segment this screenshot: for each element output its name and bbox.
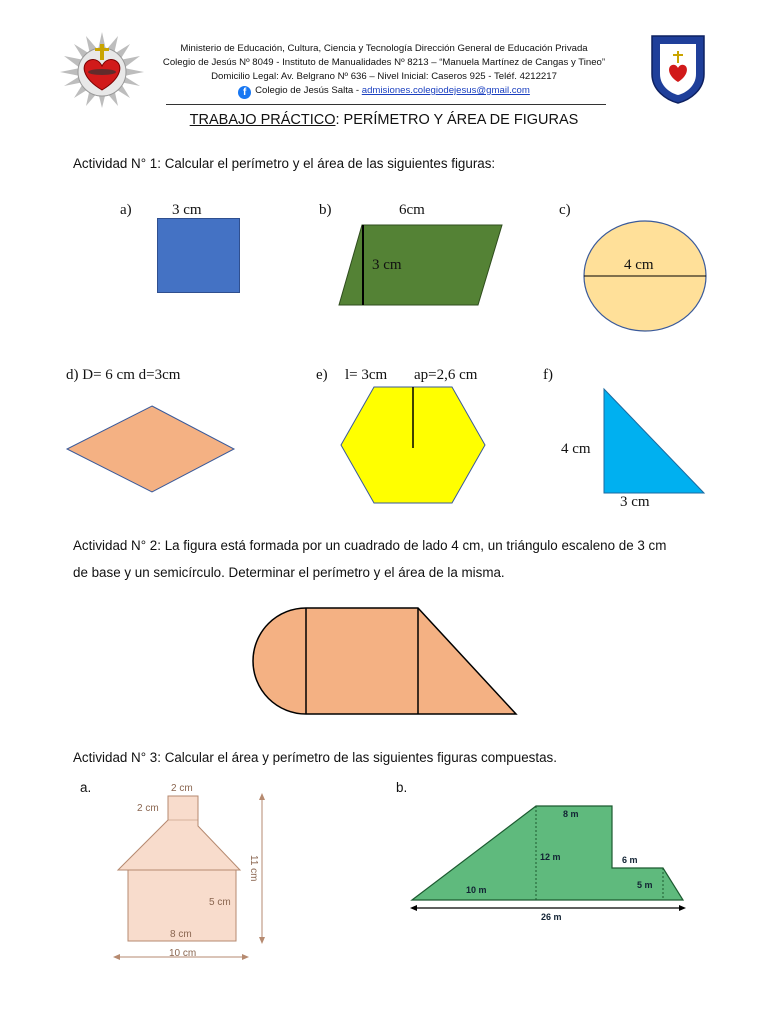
trap-step: 6 m [622, 855, 638, 865]
house-base-inner: 8 cm [170, 929, 192, 940]
contact-prefix: Colegio de Jesús Salta - [255, 85, 362, 96]
trap-height: 12 m [540, 852, 561, 862]
fig-c-label: c) [559, 202, 571, 218]
trap-base: 26 m [541, 912, 562, 922]
fig-3b-label: b. [396, 780, 408, 795]
header-ministry: Ministerio de Educación, Cultura, Ciencia y Tecnología Dirección General de Educación Privada [180, 43, 588, 54]
house-wall-height: 5 cm [209, 897, 231, 908]
trap-step-height: 5 m [637, 880, 653, 890]
fig-a-dim: 3 cm [172, 202, 202, 218]
fig-b-label: b) [319, 202, 332, 218]
facebook-icon[interactable]: f [238, 86, 251, 99]
header-contact [0, 85, 768, 99]
parallelogram-figure [338, 224, 504, 306]
activity1-text: Actividad N° 1: Calcular el perímetro y el área de las siguientes figuras: [73, 156, 496, 171]
fig-b-height: 3 cm [372, 257, 402, 273]
activity2-line2: de base y un semicírculo. Determinar el perímetro y el área de la misma. [73, 565, 505, 580]
fig-a-label: a) [120, 202, 132, 218]
fig-b-top: 6cm [399, 202, 425, 218]
header-address: Domicilio Legal: Av. Belgrano Nº 636 – Nivel Inicial: Caseros 925 - Teléf. 4212217 [211, 71, 557, 82]
trap-top: 8 m [563, 809, 579, 819]
fig-e-label: e) [316, 367, 328, 383]
title-prefix: TRABAJO PRÁCTICO [189, 112, 336, 128]
activity2-line1: Actividad N° 2: La figura está formada por un cuadrado de lado 4 cm, un triángulo escaleno de 3 cm [73, 538, 667, 553]
email-link[interactable]: admisiones.colegiodejesus@gmail.com [361, 85, 530, 96]
fig-f-height: 4 cm [561, 441, 591, 457]
circle-figure [583, 220, 707, 332]
triangle-figure [603, 388, 705, 494]
trap-left: 10 m [466, 885, 487, 895]
fig-c-diameter: 4 cm [624, 257, 654, 273]
house-chimney-width: 2 cm [171, 783, 193, 794]
house-chimney-height: 2 cm [137, 803, 159, 814]
page-title [0, 112, 768, 128]
title-rest: : PERÍMETRO Y ÁREA DE FIGURAS [335, 112, 579, 128]
rhombus-figure [66, 405, 236, 493]
header-school: Colegio de Jesús Nº 8049 - Instituto de Manualidades Nº 8213 – “Manuela Martínez de Cangas y Tineo” [162, 57, 606, 68]
square-figure [157, 218, 241, 293]
fig-e-apothem: ap=2,6 cm [414, 367, 478, 383]
composite-figure [244, 607, 518, 715]
fig-e-side: l= 3cm [345, 367, 388, 383]
house-base-outer: 10 cm [169, 948, 197, 959]
fig-f-label: f) [543, 367, 553, 383]
fig-d-label: d) D= 6 cm d=3cm [66, 367, 181, 383]
fig-3a-label: a. [80, 780, 92, 795]
fig-f-base: 3 cm [620, 494, 650, 510]
header-divider [166, 104, 606, 105]
hexagon-figure [340, 386, 486, 504]
activity3-text: Actividad N° 3: Calcular el área y perímetro de las siguientes figuras compuestas. [73, 750, 557, 765]
house-total-height: 11 cm [248, 855, 259, 882]
